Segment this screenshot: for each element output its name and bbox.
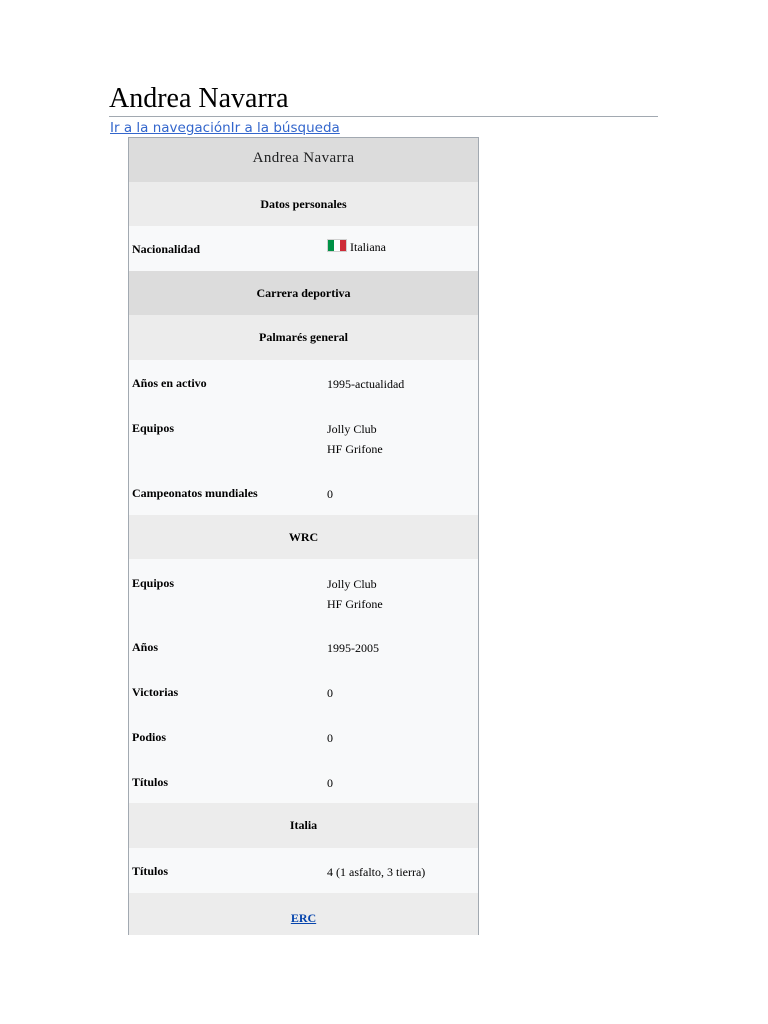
row-value: [327, 419, 383, 459]
page-title: Andrea Navarra: [109, 82, 658, 117]
row-label: Años en activo: [132, 376, 207, 390]
team-link[interactable]: HF Grifone: [327, 442, 383, 456]
erc-link[interactable]: ERC: [290, 910, 317, 925]
infobox-title: Andrea Navarra: [129, 138, 478, 182]
section-header-label: WRC: [288, 529, 319, 544]
infobox-row-wrc-titles: [129, 759, 478, 803]
row-value: [327, 574, 383, 614]
infobox-row-wrc-years: [129, 624, 478, 669]
row-label: Equipos: [132, 421, 175, 435]
section-header-italy: [129, 803, 478, 848]
section-header-palmares: [129, 315, 478, 360]
infobox-row-years-active: [129, 360, 478, 405]
infobox-row-wrc-teams: [129, 559, 478, 624]
row-label: Años: [132, 640, 159, 654]
row-label: Victorias: [132, 685, 179, 699]
jump-to-navigation-link[interactable]: Ir a la navegación: [110, 120, 231, 136]
row-value: 0: [327, 776, 333, 790]
row-value: 0: [327, 487, 333, 501]
section-header-wrc: [129, 515, 478, 559]
row-label: Títulos: [132, 864, 169, 878]
infobox-row-wrc-wins: [129, 669, 478, 714]
italy-flag-icon: [327, 239, 347, 252]
row-label: Nacionalidad: [132, 242, 201, 256]
team-link[interactable]: HF Grifone: [327, 597, 383, 611]
section-header-personal: [129, 182, 478, 226]
team-link[interactable]: Jolly Club: [327, 422, 377, 436]
section-header-label: Carrera deportiva: [256, 285, 351, 300]
row-value: [327, 237, 386, 257]
infobox-row-italy-titles: [129, 848, 478, 893]
row-label: Equipos: [132, 576, 175, 590]
row-label: Podios: [132, 730, 167, 744]
section-header-label: Palmarés general: [259, 330, 348, 344]
row-value: 1995-2005: [327, 641, 379, 655]
row-value: 4 (1 asfalto, 3 tierra): [327, 865, 426, 879]
section-header-label: Datos personales: [260, 196, 347, 211]
section-header-erc: [129, 893, 478, 935]
jump-to-search-link[interactable]: Ir a la búsqueda: [230, 120, 340, 136]
infobox: [128, 137, 479, 935]
jump-links: [110, 119, 340, 137]
row-label: Títulos: [132, 775, 169, 789]
infobox-row-teams: [129, 405, 478, 469]
infobox-row-nationality: [129, 226, 478, 271]
section-header-label: Italia: [289, 818, 318, 832]
row-label: Campeonatos mundiales: [132, 486, 258, 500]
team-link[interactable]: Jolly Club: [327, 577, 377, 591]
nationality-value[interactable]: Italiana: [350, 240, 386, 254]
row-value: 0: [327, 686, 333, 700]
row-value: 0: [327, 731, 333, 745]
infobox-row-world-championships: [129, 469, 478, 515]
infobox-row-wrc-podiums: [129, 714, 478, 759]
row-value: 1995-actualidad: [327, 377, 405, 391]
section-header-career: [129, 271, 478, 315]
